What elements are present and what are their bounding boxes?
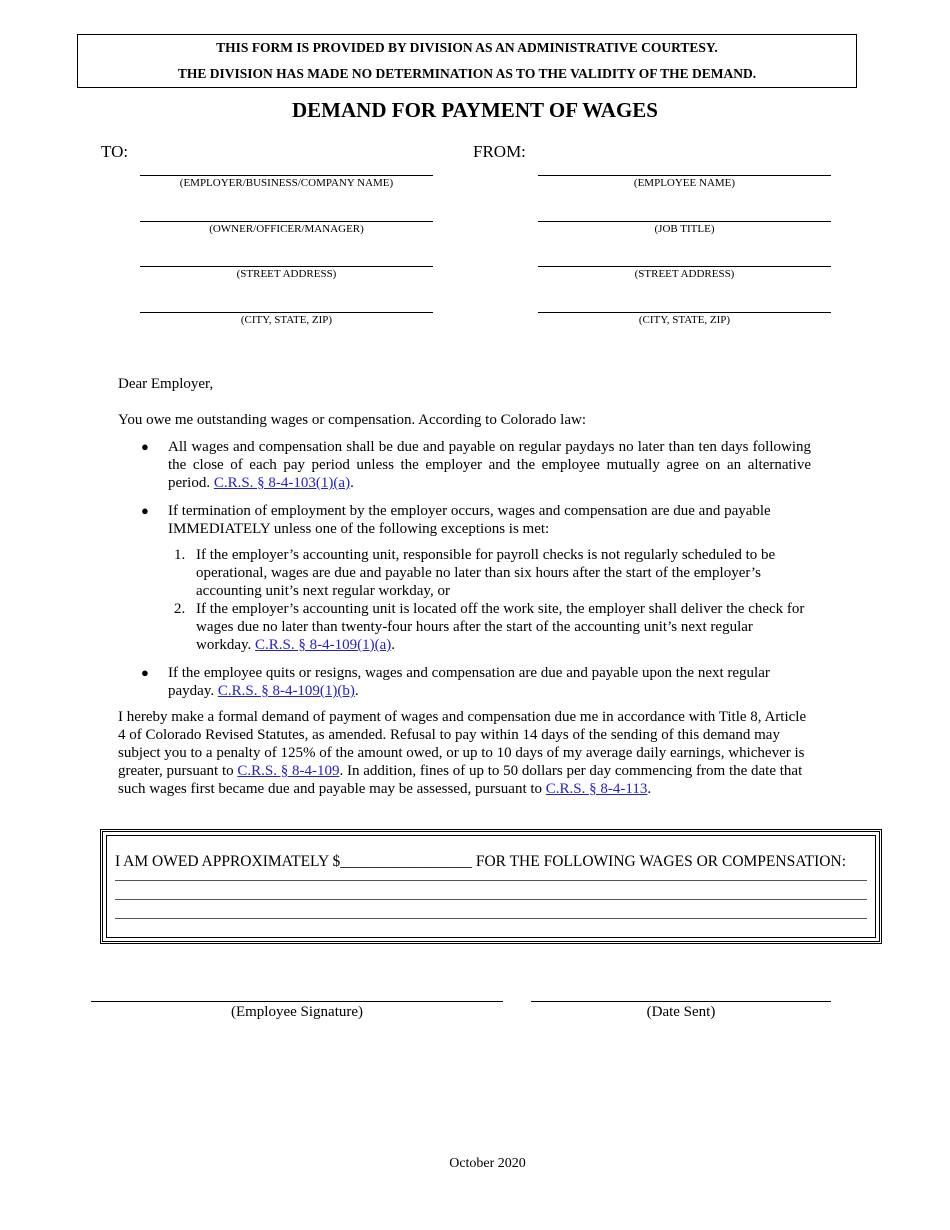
bullet-quits: If the employee quits or resigns, wages and compensation are due and payable upon the next regular payday. C.R.S. § 8-4-109(1)(b). [168, 665, 770, 699]
owed-label-after: FOR THE FOLLOWING WAGES OR COMPENSATION: [471, 853, 846, 870]
field-caption: (STREET ADDRESS) [634, 268, 735, 280]
field-caption: (OWNER/OFFICER/MANAGER) [209, 223, 364, 235]
crs-8-4-109-1a-link[interactable]: C.R.S. § 8-4-109(1)(a) [255, 637, 392, 653]
sub-item-off-site: If the employer’s accounting unit is located off the work site, the employer shall deliver the check for wages due no later than twenty-four hours after the start of the accounting unit’s next regular workday. C.R.S. § 8-4-109(1)(a). [196, 601, 805, 653]
employee-signature-field[interactable] [91, 1001, 503, 1021]
bullet-1-text: All wages and compensation shall be due and payable on regular paydays no later than ten days following the close of each pay period unless the employer and the employee mutually agree on an alternative period. [168, 439, 811, 491]
field-caption: (CITY, STATE, ZIP) [638, 314, 731, 326]
demand-text-2: . In addition, fines of up to 50 dollars per day commencing from the date that such wages first became due and payable may be assessed, pursuant to [118, 763, 803, 797]
compensation-line-3[interactable] [115, 918, 867, 919]
employer-name-field[interactable] [140, 175, 433, 189]
to-label: TO: [101, 142, 129, 161]
date-sent-field[interactable] [531, 1001, 831, 1021]
bullet-termination: If termination of employment by the employer occurs, wages and compensation are due and payable IMMEDIATELY unless one of the following exceptions is met: [168, 503, 771, 537]
amount-owed-box [100, 829, 882, 944]
crs-8-4-109-1b-link[interactable]: C.R.S. § 8-4-109(1)(b) [217, 683, 355, 699]
field-caption: (EMPLOYER/BUSINESS/COMPANY NAME) [179, 177, 394, 189]
crs-8-4-103-link[interactable]: C.R.S. § 8-4-103(1)(a) [213, 475, 351, 491]
crs-8-4-109-link[interactable]: C.R.S. § 8-4-109 [237, 763, 340, 779]
job-title-field[interactable] [538, 221, 831, 235]
employee-street-field[interactable] [538, 266, 831, 280]
employer-street-field[interactable] [140, 266, 433, 280]
employee-name-field[interactable] [538, 175, 831, 189]
owner-officer-field[interactable] [140, 221, 433, 235]
notice-line-1: THIS FORM IS PROVIDED BY DIVISION AS AN ADMINISTRATIVE COURTESY. [216, 40, 718, 55]
bullet-dot: ● [141, 665, 149, 680]
bullet-dot: ● [141, 503, 149, 518]
crs-8-4-113-link[interactable]: C.R.S. § 8-4-113 [545, 781, 648, 797]
sub-item-number: 1. [174, 547, 186, 563]
footer-date: October 2020 [449, 1156, 526, 1171]
sub-item-number: 2. [174, 601, 186, 617]
field-caption: (EMPLOYEE NAME) [633, 177, 736, 189]
notice-line-2: THE DIVISION HAS MADE NO DETERMINATION AS TO THE VALIDITY OF THE DEMAND. [177, 66, 757, 81]
employee-city-field[interactable] [538, 312, 831, 326]
demand-text-1: I hereby make a formal demand of payment of wages and compensation due me in accordance with Title 8, Article 4 of Colorado Revised Statutes, as amended. Refusal to pay within 14 days of the sending of this demand may subject you to a penalty of 125% of the amount owed, or up to 10 days of my average daily earnings, whichever is greater, pursuant to [118, 709, 807, 779]
intro-text: You owe me outstanding wages or compensation. According to Colorado law: [118, 412, 586, 428]
from-label: FROM: [473, 142, 526, 161]
employer-city-field[interactable] [140, 312, 433, 326]
sub-item-2-text: If the employer’s accounting unit is located off the work site, the employer shall deliver the check for wages due no later than twenty-four hours after the start of the accounting unit’s next regular workday. [196, 601, 805, 653]
compensation-line-1[interactable] [115, 880, 867, 881]
bullet-pay-period: All wages and compensation shall be due and payable on regular paydays no later than ten days following the close of each pay period unless the employer and the employee mutually agree on an alternative period. C.R.S. § 8-4-103(1)(a). [168, 439, 811, 491]
bullet-3-text: If the employee quits or resigns, wages and compensation are due and payable upon the next regular payday. [168, 665, 770, 699]
administrative-notice-box [77, 34, 857, 88]
salutation: Dear Employer, [118, 376, 214, 392]
bullet-dot: ● [141, 439, 149, 454]
page-title: DEMAND FOR PAYMENT OF WAGES [292, 98, 658, 122]
amount-owed-label [115, 853, 846, 871]
owed-label-before: I AM OWED APPROXIMATELY $ [115, 853, 341, 870]
field-caption: (JOB TITLE) [654, 223, 715, 235]
demand-paragraph: I hereby make a formal demand of payment of wages and compensation due me in accordance with Title 8, Article 4 of Colorado Revised Statutes, as amended. Refusal to pay within 14 days of the sending of this demand may subject you to a penalty of 125% of the amount owed, or up to 10 days of my average daily earnings, whichever is greater, pursuant to C.R.S. § 8-4-109. In addition, fines of up to 50 dollars per day commencing from the date that such wages first became due and payable may be assessed, pursuant to C.R.S. § 8-4-113. [118, 709, 807, 797]
date-sent-caption: (Date Sent) [646, 1004, 716, 1020]
amount-owed-inner-border [106, 835, 876, 938]
field-caption: (STREET ADDRESS) [236, 268, 337, 280]
sub-item-accounting-unit: If the employer’s accounting unit, responsible for payroll checks is not regularly scheduled to be operational, wages are due and payable no later than six hours after the start of the employer’s accounting unit’s next regular workday, or [196, 547, 776, 599]
compensation-line-2[interactable] [115, 899, 867, 900]
field-caption: (CITY, STATE, ZIP) [240, 314, 333, 326]
employee-signature-caption: (Employee Signature) [230, 1004, 364, 1020]
owed-amount-blank[interactable]: _________________ [340, 853, 472, 870]
